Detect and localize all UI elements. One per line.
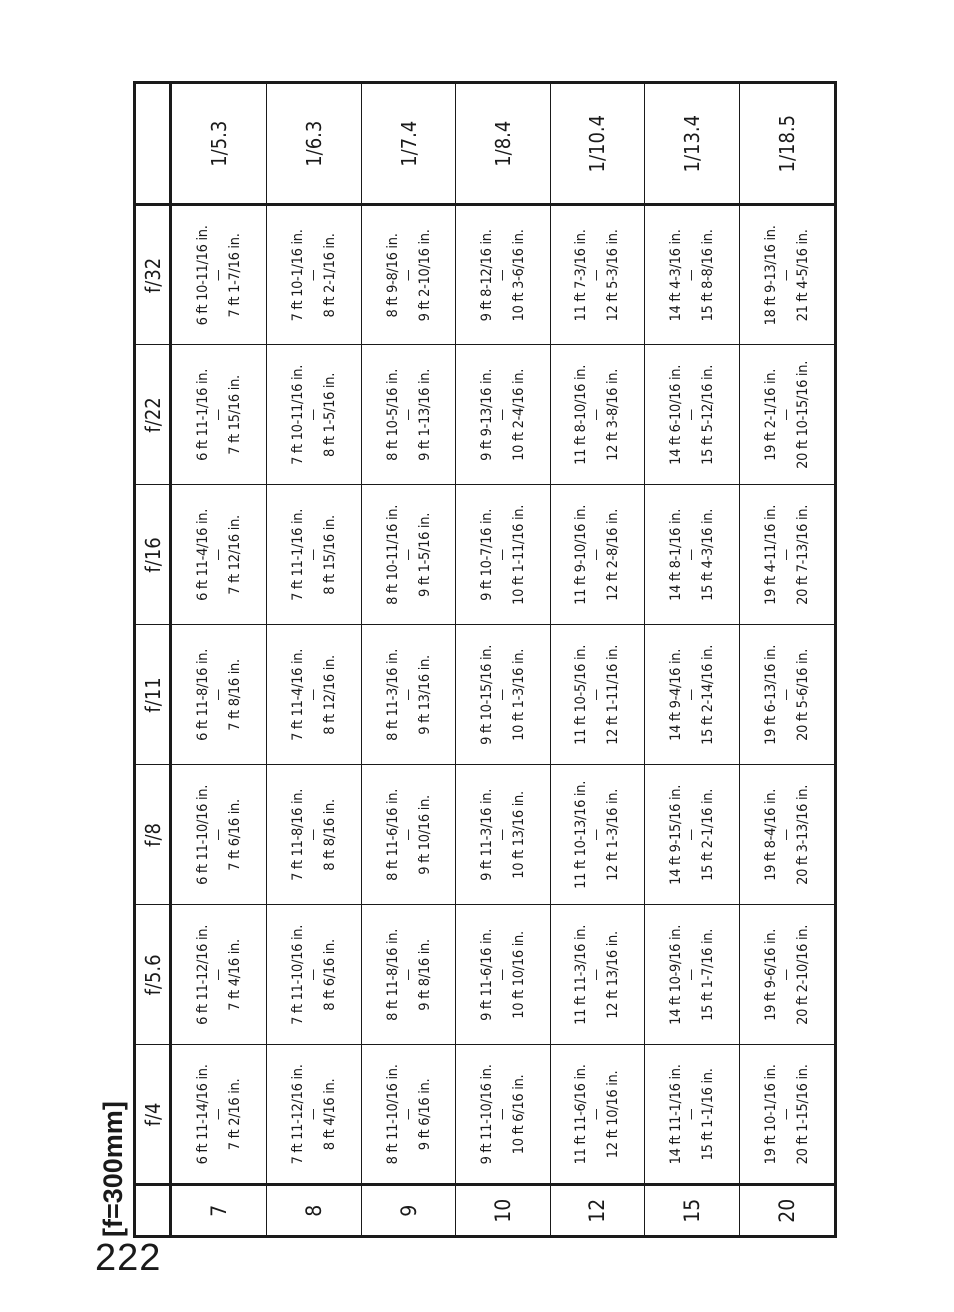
shutter-speed: 1/10.4 — [550, 83, 644, 205]
dof-range-cell — [361, 905, 455, 1045]
near-limit: 6 ft 11-12/16 in. — [195, 924, 212, 1025]
far-limit: 9 ft 13/16 in. — [416, 655, 433, 735]
dof-range-cell — [361, 345, 455, 485]
range-dash: — — [683, 549, 699, 561]
near-limit: 6 ft 11-14/16 in. — [195, 1064, 212, 1165]
near-limit: 7 ft 11-4/16 in. — [290, 648, 307, 741]
range-dash: — — [306, 269, 322, 282]
range-dash: — — [400, 689, 416, 701]
dof-range-cell — [171, 765, 267, 905]
focus-distance: 8 — [267, 1185, 361, 1237]
far-limit: 8 ft 6/16 in. — [322, 939, 339, 1011]
near-limit: 14 ft 6-10/16 in. — [667, 364, 684, 465]
range-dash: — — [494, 409, 510, 421]
dof-range-cell — [550, 625, 644, 765]
near-limit: 8 ft 11-8/16 in. — [384, 928, 401, 1021]
dof-range-cell — [456, 905, 550, 1045]
focus-distance: 9 — [361, 1185, 455, 1237]
dof-range-cell — [550, 905, 644, 1045]
near-limit: 7 ft 11-1/16 in. — [290, 508, 307, 601]
far-limit: 10 ft 13/16 in. — [510, 791, 527, 879]
range-dash: — — [494, 689, 510, 701]
near-limit: 11 ft 10-5/16 in. — [573, 644, 590, 745]
dof-range-cell — [645, 905, 739, 1045]
near-limit: 6 ft 11-10/16 in. — [195, 784, 212, 885]
dof-range-cell — [267, 625, 361, 765]
range-dash: — — [306, 549, 322, 561]
shutter-speed: 1/8.4 — [456, 83, 550, 205]
dof-range-cell — [456, 765, 550, 905]
dof-range-cell — [267, 1045, 361, 1185]
near-limit: 7 ft 11-12/16 in. — [290, 1064, 307, 1165]
far-limit: 10 ft 1-11/16 in. — [510, 504, 527, 605]
far-limit: 20 ft 2-10/16 in. — [794, 924, 811, 1025]
near-limit: 11 ft 11-6/16 in. — [573, 1064, 590, 1165]
far-limit: 10 ft 2-4/16 in. — [510, 368, 527, 461]
far-limit: 20 ft 10-15/16 in. — [794, 360, 811, 469]
range-dash: — — [400, 269, 416, 282]
dof-range-cell — [456, 485, 550, 625]
depth-of-field-table — [133, 81, 837, 1238]
far-limit: 8 ft 8/16 in. — [322, 799, 339, 871]
far-limit: 12 ft 1-3/16 in. — [605, 788, 622, 881]
shutter-speed: 1/13.4 — [645, 83, 739, 205]
far-limit: 9 ft 2-10/16 in. — [416, 229, 433, 322]
near-limit: 14 ft 10-9/16 in. — [667, 924, 684, 1025]
far-limit: 9 ft 10/16 in. — [416, 795, 433, 875]
dof-range-cell — [645, 625, 739, 765]
shutter-speed: 1/6.3 — [267, 83, 361, 205]
near-limit: 9 ft 10-15/16 in. — [478, 644, 495, 745]
near-limit: 8 ft 11-10/16 in. — [384, 1064, 401, 1165]
far-limit: 7 ft 15/16 in. — [227, 375, 244, 455]
near-limit: 7 ft 11-10/16 in. — [290, 924, 307, 1025]
table-title: [f=300mm] — [98, 1101, 128, 1237]
shutter-speed: 1/5.3 — [171, 83, 267, 205]
near-limit: 7 ft 10-1/16 in. — [290, 229, 307, 322]
dof-range-cell — [171, 345, 267, 485]
near-limit: 19 ft 4-11/16 in. — [762, 504, 779, 605]
far-limit: 7 ft 4/16 in. — [227, 939, 244, 1011]
focus-distance: 12 — [550, 1185, 644, 1237]
far-limit: 8 ft 15/16 in. — [322, 515, 339, 595]
far-limit: 12 ft 2-8/16 in. — [605, 508, 622, 601]
header-corner-right — [135, 83, 171, 205]
range-dash: — — [683, 269, 699, 282]
aperture-header: f/11 — [135, 625, 171, 765]
far-limit: 10 ft 10/16 in. — [510, 931, 527, 1019]
dof-range-cell — [456, 1045, 550, 1185]
dof-range-cell — [361, 1045, 455, 1185]
range-dash: — — [306, 689, 322, 701]
near-limit: 11 ft 9-10/16 in. — [573, 504, 590, 605]
far-limit: 20 ft 7-13/16 in. — [794, 504, 811, 605]
dof-range-cell — [267, 205, 361, 345]
near-limit: 8 ft 10-5/16 in. — [384, 368, 401, 461]
dof-range-cell — [267, 905, 361, 1045]
far-limit: 12 ft 13/16 in. — [605, 931, 622, 1019]
range-dash: — — [211, 549, 227, 561]
range-dash: — — [589, 549, 605, 561]
range-dash: — — [778, 1108, 794, 1121]
range-dash: — — [683, 689, 699, 701]
dof-range-cell — [645, 1045, 739, 1185]
near-limit: 19 ft 2-1/16 in. — [762, 368, 779, 461]
range-dash: — — [589, 269, 605, 282]
far-limit: 20 ft 3-13/16 in. — [794, 784, 811, 885]
near-limit: 6 ft 11-1/16 in. — [195, 368, 212, 461]
range-dash: — — [306, 1108, 322, 1121]
near-limit: 8 ft 11-6/16 in. — [384, 788, 401, 881]
near-limit: 6 ft 10-11/16 in. — [195, 225, 212, 326]
range-dash: — — [778, 409, 794, 421]
near-limit: 9 ft 10-7/16 in. — [478, 508, 495, 601]
far-limit: 8 ft 1-5/16 in. — [322, 372, 339, 457]
far-limit: 7 ft 1-7/16 in. — [227, 233, 244, 318]
far-limit: 9 ft 8/16 in. — [416, 939, 433, 1011]
range-dash: — — [211, 269, 227, 282]
range-dash: — — [589, 1108, 605, 1121]
far-limit: 8 ft 12/16 in. — [322, 655, 339, 735]
dof-range-cell — [361, 625, 455, 765]
range-dash: — — [683, 1108, 699, 1121]
far-limit: 10 ft 1-3/16 in. — [510, 648, 527, 741]
near-limit: 14 ft 4-3/16 in. — [667, 229, 684, 322]
far-limit: 12 ft 3-8/16 in. — [605, 368, 622, 461]
header-corner-left — [135, 1185, 171, 1237]
shutter-speed: 1/18.5 — [739, 83, 835, 205]
dof-range-cell — [645, 345, 739, 485]
range-dash: — — [683, 829, 699, 841]
far-limit: 12 ft 1-11/16 in. — [605, 644, 622, 745]
dof-range-cell — [267, 345, 361, 485]
table-row — [456, 83, 550, 1237]
dof-range-cell — [550, 1045, 644, 1185]
range-dash: — — [589, 969, 605, 981]
near-limit: 11 ft 11-3/16 in. — [573, 924, 590, 1025]
range-dash: — — [683, 409, 699, 421]
far-limit: 15 ft 1-7/16 in. — [699, 928, 716, 1021]
dof-range-cell — [739, 625, 835, 765]
range-dash: — — [400, 409, 416, 421]
range-dash: — — [494, 549, 510, 561]
near-limit: 7 ft 11-8/16 in. — [290, 788, 307, 881]
table-row — [739, 83, 835, 1237]
dof-range-cell — [456, 345, 550, 485]
near-limit: 19 ft 6-13/16 in. — [762, 644, 779, 745]
far-limit: 9 ft 6/16 in. — [416, 1078, 433, 1151]
far-limit: 7 ft 12/16 in. — [227, 515, 244, 595]
range-dash: — — [494, 969, 510, 981]
range-dash: — — [400, 969, 416, 981]
near-limit: 11 ft 10-13/16 in. — [573, 780, 590, 889]
far-limit: 21 ft 4-5/16 in. — [794, 229, 811, 322]
near-limit: 8 ft 9-8/16 in. — [384, 233, 401, 318]
dof-range-cell — [361, 205, 455, 345]
range-dash: — — [400, 1108, 416, 1121]
range-dash: — — [778, 549, 794, 561]
focus-distance: 7 — [171, 1185, 267, 1237]
far-limit: 20 ft 5-6/16 in. — [794, 648, 811, 741]
near-limit: 11 ft 7-3/16 in. — [573, 229, 590, 322]
dof-range-cell — [171, 905, 267, 1045]
page-number: 222 — [95, 1237, 162, 1279]
range-dash: — — [211, 829, 227, 841]
range-dash: — — [400, 549, 416, 561]
far-limit: 8 ft 2-1/16 in. — [322, 233, 339, 318]
range-dash: — — [494, 269, 510, 282]
far-limit: 10 ft 6/16 in. — [510, 1074, 527, 1155]
range-dash: — — [306, 969, 322, 981]
range-dash: — — [778, 829, 794, 841]
far-limit: 7 ft 8/16 in. — [227, 659, 244, 731]
range-dash: — — [306, 409, 322, 421]
near-limit: 18 ft 9-13/16 in. — [762, 225, 779, 326]
table-row — [171, 83, 267, 1237]
far-limit: 12 ft 10/16 in. — [605, 1070, 622, 1159]
dof-range-cell — [739, 345, 835, 485]
range-dash: — — [683, 969, 699, 981]
dof-range-cell — [456, 625, 550, 765]
near-limit: 7 ft 10-11/16 in. — [290, 364, 307, 465]
far-limit: 7 ft 2/16 in. — [227, 1078, 244, 1151]
table-row — [645, 83, 739, 1237]
dof-range-cell — [550, 765, 644, 905]
range-dash: — — [306, 829, 322, 841]
near-limit: 19 ft 10-1/16 in. — [762, 1064, 779, 1165]
focus-distance: 10 — [456, 1185, 550, 1237]
table-row — [550, 83, 644, 1237]
dof-range-cell — [267, 765, 361, 905]
range-dash: — — [211, 969, 227, 981]
table-row — [361, 83, 455, 1237]
focus-distance: 15 — [645, 1185, 739, 1237]
far-limit: 9 ft 1-13/16 in. — [416, 368, 433, 461]
far-limit: 9 ft 1-5/16 in. — [416, 512, 433, 597]
far-limit: 12 ft 5-3/16 in. — [605, 229, 622, 322]
dof-range-cell — [550, 345, 644, 485]
range-dash: — — [778, 969, 794, 981]
dof-range-cell — [171, 1045, 267, 1185]
range-dash: — — [589, 689, 605, 701]
dof-range-cell — [739, 765, 835, 905]
near-limit: 9 ft 11-10/16 in. — [478, 1064, 495, 1165]
dof-range-cell — [171, 205, 267, 345]
range-dash: — — [494, 829, 510, 841]
dof-range-cell — [739, 205, 835, 345]
dof-range-cell — [456, 205, 550, 345]
table-body — [171, 83, 836, 1237]
aperture-header: f/22 — [135, 345, 171, 485]
near-limit: 9 ft 11-3/16 in. — [478, 788, 495, 881]
range-dash: — — [400, 829, 416, 841]
far-limit: 15 ft 8-8/16 in. — [699, 229, 716, 322]
near-limit: 6 ft 11-8/16 in. — [195, 648, 212, 741]
dof-range-cell — [645, 205, 739, 345]
aperture-header: f/8 — [135, 765, 171, 905]
focus-distance: 20 — [739, 1185, 835, 1237]
near-limit: 14 ft 9-15/16 in. — [667, 784, 684, 885]
near-limit: 9 ft 11-6/16 in. — [478, 928, 495, 1021]
dof-range-cell — [361, 765, 455, 905]
range-dash: — — [211, 1108, 227, 1121]
dof-range-cell — [267, 485, 361, 625]
near-limit: 19 ft 9-6/16 in. — [762, 928, 779, 1021]
table-row — [267, 83, 361, 1237]
aperture-header: f/32 — [135, 205, 171, 345]
far-limit: 20 ft 1-15/16 in. — [794, 1064, 811, 1165]
far-limit: 15 ft 1-1/16 in. — [699, 1068, 716, 1161]
dof-range-cell — [739, 905, 835, 1045]
far-limit: 15 ft 2-14/16 in. — [699, 644, 716, 745]
dof-range-cell — [361, 485, 455, 625]
range-dash: — — [778, 689, 794, 701]
near-limit: 8 ft 10-11/16 in. — [384, 504, 401, 605]
aperture-header: f/16 — [135, 485, 171, 625]
near-limit: 9 ft 8-12/16 in. — [478, 229, 495, 322]
range-dash: — — [589, 829, 605, 841]
dof-range-cell — [550, 205, 644, 345]
shutter-speed: 1/7.4 — [361, 83, 455, 205]
near-limit: 14 ft 9-4/16 in. — [667, 648, 684, 741]
near-limit: 6 ft 11-4/16 in. — [195, 508, 212, 601]
aperture-header: f/5.6 — [135, 905, 171, 1045]
dof-range-cell — [645, 765, 739, 905]
dof-range-cell — [171, 625, 267, 765]
dof-range-cell — [645, 485, 739, 625]
range-dash: — — [778, 269, 794, 282]
dof-range-cell — [171, 485, 267, 625]
far-limit: 10 ft 3-6/16 in. — [510, 229, 527, 322]
near-limit: 11 ft 8-10/16 in. — [573, 364, 590, 465]
far-limit: 7 ft 6/16 in. — [227, 799, 244, 871]
far-limit: 15 ft 2-1/16 in. — [699, 788, 716, 881]
range-dash: — — [211, 409, 227, 421]
aperture-header: f/4 — [135, 1045, 171, 1185]
near-limit: 14 ft 11-1/16 in. — [667, 1064, 684, 1165]
range-dash: — — [589, 409, 605, 421]
near-limit: 19 ft 8-4/16 in. — [762, 788, 779, 881]
far-limit: 15 ft 4-3/16 in. — [699, 508, 716, 601]
dof-range-cell — [739, 1045, 835, 1185]
far-limit: 8 ft 4/16 in. — [322, 1078, 339, 1151]
dof-range-cell — [550, 485, 644, 625]
near-limit: 9 ft 9-13/16 in. — [478, 368, 495, 461]
far-limit: 15 ft 5-12/16 in. — [699, 364, 716, 465]
dof-range-cell — [739, 485, 835, 625]
range-dash: — — [494, 1108, 510, 1121]
near-limit: 8 ft 11-3/16 in. — [384, 648, 401, 741]
range-dash: — — [211, 689, 227, 701]
near-limit: 14 ft 8-1/16 in. — [667, 508, 684, 601]
header-row — [135, 83, 171, 1237]
